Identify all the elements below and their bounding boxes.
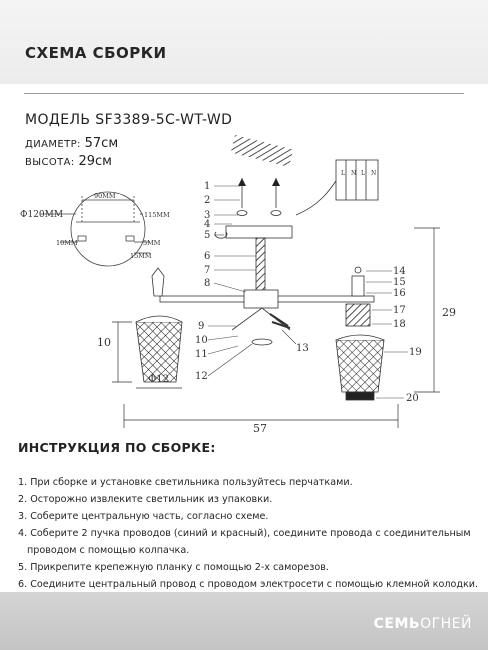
instruction-step: 2. Осторожно извлеките светильник из упаковки.: [18, 494, 273, 505]
canopy-right-small-dim: 5ММ: [143, 239, 161, 247]
height-value: 29см: [78, 154, 112, 169]
canopy-right-dim: 115ММ: [144, 211, 170, 219]
part-number: 3: [204, 210, 211, 221]
terminal-block: [296, 160, 378, 215]
central-rod: [256, 238, 265, 298]
part-number: 12: [195, 371, 208, 382]
part-number: 10: [195, 335, 208, 346]
part-number: 8: [204, 278, 211, 289]
part-number: 7: [204, 265, 211, 276]
model-value: SF3389-5C-WT-WD: [95, 112, 233, 128]
canopy-left-small-dim: 10ММ: [56, 239, 78, 247]
model-label: МОДЕЛЬ: [25, 112, 91, 128]
instructions-list: [18, 474, 478, 593]
overall-width-dim: 57: [253, 422, 267, 435]
canopy-diameter-dim: Ф120ММ: [20, 210, 64, 220]
diameter-value: 57см: [84, 136, 119, 151]
page-title: СХЕМА СБОРКИ: [25, 44, 167, 62]
wire-label-l1: L: [341, 170, 345, 177]
part-number: 13: [296, 343, 309, 354]
part-number: 9: [198, 321, 205, 332]
model-line: [25, 112, 232, 128]
part-number: 6: [204, 251, 211, 262]
instruction-step: 5. Прикрепите крепежную планку с помощью 2-х саморезов.: [18, 562, 329, 573]
part-number: 11: [195, 349, 208, 360]
part-number: 20: [406, 393, 419, 404]
instruction-step: 1. При сборке и установке светильника пользуйтесь перчатками.: [18, 477, 353, 488]
instructions-title: ИНСТРУКЦИЯ ПО СБОРКЕ:: [18, 440, 216, 455]
overall-height-dim: 29: [442, 306, 456, 319]
brand-logo: СЕМЬОГНЕЙ: [373, 616, 472, 632]
part-number: 5: [204, 230, 211, 241]
part-number: 17: [393, 305, 406, 316]
left-lamp: [136, 268, 182, 382]
instruction-step: 4. Соберите 2 пучка проводов (синий и красный), соедините провода с соединительным проводом с помощью колпачка.: [18, 528, 471, 556]
instruction-step: 6. Соедините центральный провод с проводом электросети с помощью клемной колодки.: [18, 579, 479, 590]
part-number: 19: [409, 347, 422, 358]
hub-body: [244, 290, 278, 308]
canopy-width-dim: 90ММ: [94, 192, 116, 200]
part-number: 15: [393, 277, 406, 288]
shade-height-dim: 10: [97, 336, 111, 349]
canopy-bottom-dim: 15ММ: [130, 252, 152, 260]
header-divider: [24, 93, 464, 94]
part-number: 4: [204, 219, 211, 230]
part-number: 1: [204, 181, 211, 192]
wire-label-n2: N: [371, 170, 377, 177]
assembly-diagram: [0, 130, 488, 440]
diameter-label: ДИАМЕТР:: [25, 139, 81, 150]
shade-diameter-dim: Ф12: [148, 374, 170, 385]
part-number: 14: [393, 266, 406, 277]
instruction-step: 3. Соберите центральную часть, согласно схеме.: [18, 511, 269, 522]
height-label: ВЫСОТА:: [25, 157, 75, 168]
wire-label-n1: N: [351, 170, 357, 177]
ceiling-hatch: [231, 135, 294, 167]
part-numbers: [195, 181, 422, 404]
wire-label-l2: L: [361, 170, 365, 177]
mounting-screws: [215, 178, 292, 238]
part-number: 18: [393, 319, 406, 330]
header-band: [0, 0, 488, 84]
part-number: 2: [204, 195, 211, 206]
right-lamp: [336, 267, 384, 400]
part-number: 16: [393, 288, 406, 299]
